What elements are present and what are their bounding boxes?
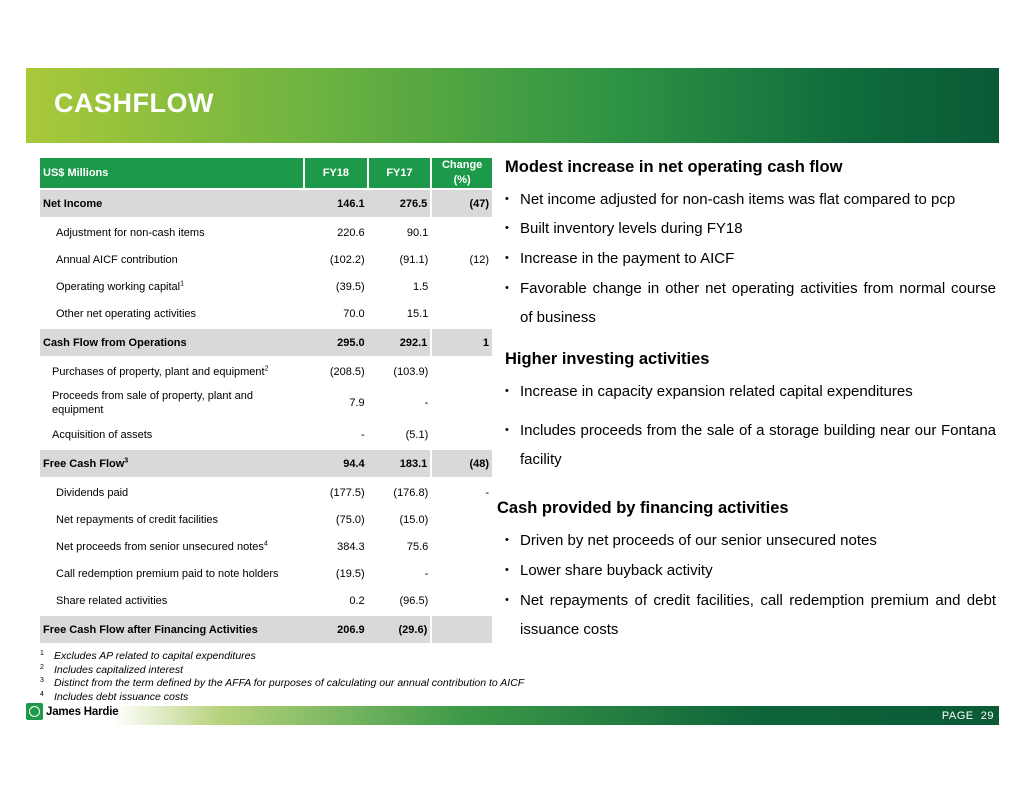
footnote: [40, 677, 524, 691]
row-change: 1: [431, 328, 492, 357]
row-fy17: (29.6): [368, 615, 432, 644]
table-row: [40, 587, 492, 615]
bullet-item: • Includes proceeds from the sale of a storage building near our Fontana facility: [505, 416, 996, 474]
row-label: [40, 273, 304, 300]
table-row: [40, 421, 492, 449]
row-fy18: 70.0: [343, 307, 365, 320]
bullet-item: • Driven by net proceeds of our senior unsecured notes: [505, 526, 1010, 555]
row-fy18: (39.5): [335, 280, 365, 293]
footnote-text: Includes debt issuance costs: [54, 690, 189, 703]
footnote: [40, 691, 524, 705]
row-fy17: 1.5: [412, 280, 429, 293]
row-label: Adjustment for non-cash items: [56, 226, 205, 239]
row-label: [40, 449, 304, 478]
row-change: -: [485, 486, 489, 499]
row-fy17: (96.5): [399, 594, 429, 607]
table-header-row: [40, 158, 492, 189]
row-label-text: Operating working capital: [56, 280, 181, 293]
footnote-text: Includes capitalized interest: [54, 663, 183, 676]
row-fy18: 7.9: [349, 397, 365, 409]
row-change: [431, 506, 492, 533]
bullet-item: • Net repayments of credit facilities, call redemption premium and debt issuance costs: [505, 586, 996, 644]
row-label-text: Purchases of property, plant and equipment: [52, 365, 265, 378]
page-label: PAGE: [941, 710, 974, 722]
row-change: [431, 560, 492, 587]
table-row: [40, 478, 492, 506]
title-banner: [26, 68, 999, 143]
row-label-text: Free Cash Flow: [43, 457, 125, 470]
row-fy17: (176.8): [393, 486, 429, 499]
row-fy18: 295.0: [304, 328, 368, 357]
table-row: [40, 533, 492, 560]
page-value: 29: [980, 710, 994, 722]
footnote-number: 1: [40, 650, 44, 657]
logo-icon: [26, 703, 43, 720]
row-change: [431, 300, 492, 328]
header-fy18: FY18: [304, 158, 368, 189]
row-label: Dividends paid: [56, 486, 129, 499]
row-fy18: (208.5): [329, 365, 365, 378]
row-label: Share related activities: [56, 594, 168, 607]
slide-title: CASHFLOW: [54, 88, 214, 118]
row-label: Call redemption premium paid to note holders: [56, 567, 279, 580]
row-fy18: 94.4: [304, 449, 368, 478]
footnote-number: 2: [40, 663, 44, 671]
row-fy18: 220.6: [337, 226, 365, 239]
row-change: [431, 218, 492, 246]
row-change: (12): [469, 253, 489, 266]
row-fy17: 15.1: [406, 307, 429, 320]
row-label: Net repayments of credit facilities: [56, 513, 219, 526]
footnote-ref: 2: [264, 364, 269, 372]
bullet-item: • Net income adjusted for non-cash items was flat compared to pcp: [505, 185, 1010, 214]
financing-heading: Cash provided by financing activities: [497, 499, 789, 517]
row-label: Annual AICF contribution: [56, 253, 178, 266]
row-label: Net Income: [40, 189, 304, 218]
row-change: [431, 421, 492, 449]
row-fy18: 384.3: [337, 540, 365, 553]
row-fy17: 183.1: [368, 449, 432, 478]
bullet-item: • Increase in capacity expansion related capital expenditures: [505, 377, 1010, 406]
row-change: [431, 385, 492, 421]
footnote-text: Excludes AP related to capital expenditures: [54, 650, 256, 662]
row-label: Cash Flow from Operations: [40, 328, 304, 357]
logo-text: James Hardie: [46, 705, 119, 718]
row-fy18: (19.5): [335, 567, 365, 580]
footnote-number: 3: [40, 677, 44, 684]
company-logo: [26, 703, 118, 720]
row-fy18: (102.2): [329, 253, 365, 266]
row-fy17: (15.0): [399, 513, 429, 526]
footnote: [40, 664, 524, 678]
row-fy18: 0.2: [349, 594, 365, 607]
bullet-item: • Built inventory levels during FY18: [505, 214, 1010, 243]
table-row: [40, 273, 492, 300]
row-fy18: 146.1: [304, 189, 368, 218]
footnote-number: 4: [40, 690, 44, 698]
table-row: [40, 385, 492, 421]
row-fy17: -: [424, 567, 429, 580]
row-change: (47): [431, 189, 492, 218]
row-fy18: (75.0): [335, 513, 365, 526]
row-label: Acquisition of assets: [52, 428, 153, 441]
header-change: Change (%): [431, 158, 492, 189]
cashflow-table: [40, 158, 492, 645]
table-row: [40, 218, 492, 246]
operating-heading: Modest increase in net operating cash flow: [505, 158, 843, 176]
row-fy17: 292.1: [368, 328, 432, 357]
row-fy18: -: [361, 428, 365, 441]
row-fy17: -: [424, 397, 429, 409]
row-fy17: 75.6: [406, 540, 429, 553]
row-fy17: (91.1): [399, 253, 429, 266]
table-row: [40, 449, 492, 478]
row-change: (48): [431, 449, 492, 478]
row-change: [431, 357, 492, 385]
footnote-ref: 3: [124, 456, 129, 464]
row-change: [431, 273, 492, 300]
row-change: [431, 587, 492, 615]
table-row: [40, 506, 492, 533]
table-row: [40, 300, 492, 328]
row-fy17: (5.1): [405, 428, 429, 441]
header-fy17: FY17: [368, 158, 432, 189]
table-row: [40, 615, 492, 644]
table-row: [40, 189, 492, 218]
row-fy17: 90.1: [406, 226, 429, 239]
row-change: [431, 533, 492, 560]
row-label: [40, 533, 304, 560]
row-label: Other net operating activities: [56, 307, 197, 320]
row-label-text: Net proceeds from senior unsecured notes: [56, 540, 264, 553]
row-fy17: 276.5: [368, 189, 432, 218]
page-number: [942, 710, 994, 722]
table-row: [40, 560, 492, 587]
footnote-ref: 1: [180, 279, 185, 287]
footnotes: [40, 650, 524, 704]
row-label: Free Cash Flow after Financing Activities: [40, 615, 304, 644]
investing-heading: Higher investing activities: [505, 350, 710, 368]
bullet-item: • Lower share buyback activity: [505, 556, 1010, 585]
footnote: [40, 650, 524, 664]
bullet-item: • Increase in the payment to AICF: [505, 244, 1010, 273]
row-fy18: 206.9: [304, 615, 368, 644]
table-row: [40, 246, 492, 273]
row-fy18: (177.5): [329, 486, 365, 499]
footer-bar: [26, 706, 999, 725]
row-label: Proceeds from sale of property, plant and equipment: [52, 390, 253, 416]
table-row: [40, 357, 492, 385]
footnote-text: Distinct from the term defined by the AFFA for purposes of calculating our annual contribution to AICF: [54, 677, 525, 689]
bullet-item: • Favorable change in other net operating activities from normal course of business: [505, 274, 996, 332]
row-label: [40, 357, 304, 385]
row-fy17: (103.9): [393, 365, 429, 378]
row-change: [431, 615, 492, 644]
header-label: US$ Millions: [40, 158, 304, 189]
table-row: [40, 328, 492, 357]
footnote-ref: 4: [263, 539, 268, 547]
